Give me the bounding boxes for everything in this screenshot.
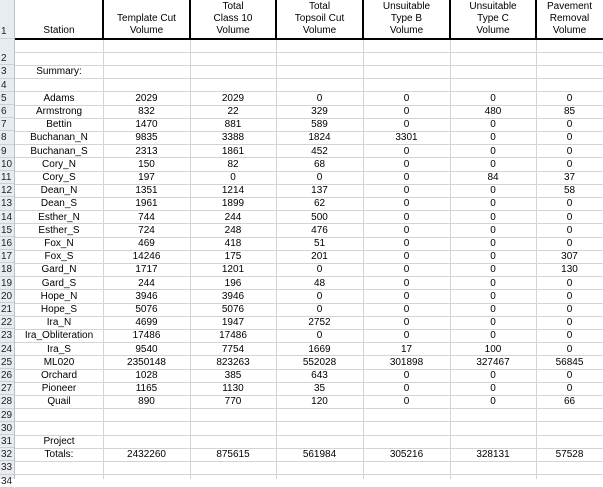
row-number[interactable]: 25 — [1, 356, 13, 368]
row-number[interactable]: 24 — [1, 343, 13, 355]
volume-cell[interactable]: 744 — [138, 211, 155, 223]
station-name-cell[interactable]: Fox_S — [44, 251, 74, 263]
volume-cell[interactable]: 0 — [566, 304, 573, 315]
volume-cell[interactable]: 0 — [403, 251, 410, 263]
column-header-line: Unsuitable — [382, 1, 431, 12]
station-name-cell[interactable]: ML020 — [43, 356, 75, 368]
station-name-cell[interactable]: Ira_S — [47, 343, 71, 355]
volume-cell[interactable]: 244 — [138, 277, 155, 289]
volume-cell[interactable]: 890 — [138, 396, 155, 408]
volume-cell[interactable]: 476 — [311, 224, 328, 236]
volume-cell[interactable]: 0 — [490, 224, 496, 236]
row-number[interactable]: 27 — [1, 383, 13, 395]
row-number[interactable]: 14 — [1, 211, 13, 223]
column-header-line: Volume — [552, 25, 587, 36]
station-name-cell[interactable]: Esther_N — [38, 211, 80, 223]
station-name-cell[interactable]: Adams — [43, 92, 75, 104]
volume-cell[interactable]: 301898 — [389, 356, 424, 368]
volume-cell[interactable]: 5076 — [135, 304, 158, 315]
row-number[interactable]: 15 — [1, 224, 13, 236]
volume-cell[interactable]: 0 — [490, 317, 496, 329]
volume-cell[interactable]: 17486 — [219, 330, 247, 342]
volume-cell[interactable]: 0 — [490, 132, 496, 144]
volume-cell[interactable]: 0 — [566, 92, 573, 104]
summary-label[interactable]: Summary: — [36, 66, 82, 78]
volume-cell[interactable]: 1470 — [135, 119, 158, 131]
row-number[interactable]: 7 — [0, 118, 14, 131]
volume-cell[interactable]: 22 — [227, 106, 239, 117]
volume-cell[interactable]: 0 — [566, 132, 573, 144]
volume-cell[interactable]: 130 — [561, 264, 578, 276]
totals-label[interactable]: Totals: — [44, 449, 74, 461]
volume-cell[interactable]: 4699 — [135, 317, 158, 329]
row-gridline — [15, 78, 603, 79]
volume-cell[interactable]: 307 — [561, 251, 578, 263]
station-name-cell[interactable]: Esther_S — [38, 224, 80, 236]
station-name-cell[interactable]: Pioneer — [41, 383, 77, 395]
volume-cell[interactable]: 452 — [311, 145, 328, 157]
volume-cell[interactable]: 17 — [400, 343, 413, 355]
row-number[interactable]: 2 — [0, 52, 14, 65]
station-name-cell[interactable]: Dean_S — [40, 198, 78, 210]
column-header-line: Type B — [390, 13, 423, 24]
volume-cell[interactable]: 469 — [138, 238, 155, 249]
volume-cell[interactable]: 0 — [490, 370, 496, 381]
volume-cell[interactable]: 480 — [484, 106, 502, 117]
row-number[interactable]: 9 — [0, 145, 14, 158]
row-number[interactable]: 29 — [1, 409, 13, 421]
volume-cell[interactable]: 0 — [403, 383, 410, 395]
total-cell[interactable]: 305216 — [389, 449, 424, 461]
volume-cell[interactable]: 1669 — [308, 343, 331, 355]
volume-cell[interactable]: 68 — [313, 158, 326, 170]
column-header-line: Total — [308, 1, 331, 12]
volume-cell[interactable]: 1028 — [135, 370, 158, 381]
volume-cell[interactable]: 1165 — [135, 383, 158, 395]
volume-cell[interactable]: 248 — [224, 224, 242, 236]
volume-cell[interactable]: 0 — [403, 277, 410, 289]
station-name-cell[interactable]: Hope_N — [40, 290, 78, 302]
column-header-line: Volume — [389, 25, 424, 36]
total-cell[interactable]: 328131 — [476, 449, 510, 461]
column-header-line: Class 10 — [213, 13, 253, 24]
volume-cell[interactable]: 0 — [566, 238, 573, 249]
volume-cell[interactable]: 0 — [490, 396, 496, 408]
total-cell[interactable]: 2432260 — [127, 449, 166, 461]
column-header-line: Volume — [476, 25, 510, 36]
volume-cell[interactable]: 1214 — [221, 185, 245, 197]
volume-cell[interactable]: 0 — [566, 119, 573, 131]
volume-cell[interactable]: 0 — [403, 119, 410, 131]
volume-cell[interactable]: 0 — [316, 304, 323, 315]
volume-cell[interactable]: 0 — [403, 264, 410, 276]
volume-cell[interactable]: 823263 — [216, 356, 250, 368]
volume-cell[interactable]: 58 — [563, 185, 576, 197]
volume-cell[interactable]: 385 — [224, 370, 242, 381]
row-number[interactable]: 30 — [1, 422, 13, 434]
row-number[interactable]: 16 — [1, 238, 13, 249]
row-number[interactable]: 31 — [1, 436, 13, 447]
volume-cell[interactable]: 0 — [403, 185, 410, 197]
volume-cell[interactable]: 150 — [138, 158, 155, 170]
volume-cell[interactable]: 0 — [490, 145, 496, 157]
header-underline — [15, 38, 603, 40]
volume-cell[interactable]: 196 — [224, 277, 242, 289]
total-cell[interactable]: 875615 — [216, 449, 250, 461]
volume-cell[interactable]: 0 — [490, 251, 496, 263]
row-number[interactable]: 22 — [1, 317, 13, 329]
row-number[interactable]: 23 — [1, 330, 13, 342]
volume-cell[interactable]: 0 — [403, 198, 410, 210]
volume-cell[interactable]: 0 — [566, 198, 573, 210]
volume-cell[interactable]: 3946 — [135, 290, 158, 302]
volume-cell[interactable]: 724 — [138, 224, 155, 236]
volume-cell[interactable]: 56845 — [555, 356, 584, 368]
row-number[interactable]: 6 — [0, 105, 14, 118]
volume-cell[interactable]: 0 — [566, 145, 573, 157]
volume-cell[interactable]: 0 — [490, 383, 496, 395]
volume-cell[interactable]: 0 — [490, 304, 496, 315]
volume-cell[interactable]: 14246 — [132, 251, 161, 263]
volume-cell[interactable]: 643 — [311, 370, 328, 381]
row-number[interactable]: 8 — [0, 131, 14, 144]
column-header-line: Unsuitable — [469, 1, 517, 12]
station-name-cell[interactable]: Buchanan_S — [30, 145, 88, 157]
volume-cell[interactable]: 1351 — [135, 185, 158, 197]
volume-cell[interactable]: 0 — [566, 211, 573, 223]
volume-cell[interactable]: 37 — [563, 172, 576, 183]
volume-cell[interactable]: 0 — [403, 290, 410, 302]
volume-cell[interactable]: 0 — [230, 172, 236, 183]
volume-cell[interactable]: 0 — [316, 290, 323, 302]
volume-cell[interactable]: 0 — [490, 211, 496, 223]
column-header-line: Template Cut — [117, 13, 176, 24]
column-header-line: Total — [222, 1, 244, 12]
volume-cell[interactable]: 500 — [311, 211, 328, 223]
volume-cell[interactable]: 552028 — [302, 356, 337, 368]
row-number[interactable]: 3 — [0, 65, 14, 78]
volume-cell[interactable]: 1824 — [308, 132, 331, 144]
volume-cell[interactable]: 0 — [403, 330, 410, 342]
station-name-cell[interactable]: Cory_S — [42, 172, 76, 183]
volume-cell[interactable]: 62 — [313, 198, 326, 210]
row-header-column — [0, 0, 15, 487]
volume-cell[interactable]: 770 — [224, 396, 242, 408]
station-name-cell[interactable]: Armstrong — [35, 106, 83, 117]
volume-cell[interactable]: 327467 — [476, 356, 510, 368]
volume-cell[interactable]: 0 — [403, 396, 410, 408]
station-name-cell[interactable]: Gard_N — [41, 264, 77, 276]
column-header-3[interactable] — [276, 0, 363, 39]
volume-cell[interactable]: 48 — [313, 277, 326, 289]
column-header-4[interactable] — [363, 0, 450, 39]
row-gridline — [15, 474, 603, 475]
volume-cell[interactable]: 0 — [403, 317, 410, 329]
volume-cell[interactable]: 0 — [566, 317, 573, 329]
volume-cell[interactable]: 82 — [227, 158, 239, 170]
column-header-0[interactable] — [15, 0, 103, 39]
volume-cell[interactable]: 0 — [490, 198, 496, 210]
column-header-line: Topsoil Cut — [294, 13, 345, 24]
volume-cell[interactable]: 100 — [484, 343, 502, 355]
row-number[interactable]: 28 — [1, 396, 13, 408]
volume-cell[interactable]: 3388 — [221, 132, 245, 144]
volume-cell[interactable]: 0 — [403, 92, 410, 104]
volume-cell[interactable]: 0 — [316, 330, 323, 342]
volume-cell[interactable]: 0 — [316, 264, 323, 276]
station-name-cell[interactable]: Bettin — [46, 119, 72, 131]
volume-cell[interactable]: 137 — [311, 185, 328, 197]
column-header-line: Type C — [477, 13, 509, 24]
station-name-cell[interactable]: Dean_N — [40, 185, 78, 197]
volume-cell[interactable]: 85 — [563, 106, 576, 117]
volume-cell[interactable]: 51 — [313, 238, 326, 249]
volume-cell[interactable]: 1130 — [222, 383, 244, 395]
column-header-5[interactable] — [450, 0, 536, 39]
volume-cell[interactable]: 9835 — [135, 132, 158, 144]
volume-cell[interactable]: 0 — [566, 343, 573, 355]
volume-cell[interactable]: 2029 — [221, 92, 245, 104]
volume-cell[interactable]: 0 — [403, 106, 410, 117]
column-header-1[interactable] — [103, 0, 190, 39]
row-gridline — [15, 421, 603, 422]
volume-cell[interactable]: 1201 — [221, 264, 245, 276]
row-gridline — [15, 52, 603, 53]
row-number[interactable]: 19 — [1, 277, 13, 289]
total-cell[interactable]: 57528 — [555, 449, 584, 461]
total-cell[interactable]: 561984 — [302, 449, 337, 461]
column-header-2[interactable] — [190, 0, 276, 39]
station-name-cell[interactable]: Fox_N — [44, 238, 74, 249]
row-number[interactable]: 13 — [1, 198, 13, 210]
volume-cell[interactable]: 0 — [490, 264, 496, 276]
volume-cell[interactable]: 0 — [490, 119, 496, 131]
volume-cell[interactable]: 0 — [566, 277, 573, 289]
volume-cell[interactable]: 7754 — [221, 343, 245, 355]
row-number[interactable]: 34 — [1, 475, 13, 487]
volume-cell[interactable]: 0 — [566, 224, 573, 236]
volume-cell[interactable]: 0 — [403, 211, 410, 223]
volume-cell[interactable]: 329 — [311, 106, 328, 117]
volume-cell[interactable]: 2029 — [135, 92, 158, 104]
volume-cell[interactable]: 0 — [566, 370, 573, 381]
column-header-line: Volume — [129, 25, 164, 36]
column-header-6[interactable] — [536, 0, 603, 39]
row-number[interactable]: 33 — [1, 462, 13, 474]
column-header-line: Volume — [216, 25, 250, 36]
volume-cell[interactable]: 3301 — [395, 132, 418, 144]
column-header-line: Removal — [549, 13, 590, 24]
volume-cell[interactable]: 9540 — [135, 343, 158, 355]
row-number[interactable]: 12 — [1, 185, 13, 197]
volume-cell[interactable]: 1861 — [221, 145, 245, 157]
volume-cell[interactable]: 2752 — [308, 317, 331, 329]
station-name-cell[interactable]: Ira_Obliteration — [24, 330, 94, 342]
column-header-line: Station — [43, 25, 75, 36]
volume-cell[interactable]: 0 — [403, 238, 410, 249]
volume-cell[interactable]: 0 — [403, 370, 410, 381]
row-number[interactable]: 20 — [1, 290, 13, 302]
row-number[interactable]: 21 — [1, 304, 13, 315]
volume-cell[interactable]: 197 — [138, 172, 155, 183]
row-number[interactable]: 4 — [0, 79, 14, 92]
volume-cell[interactable]: 0 — [490, 330, 496, 342]
volume-cell[interactable]: 0 — [403, 172, 410, 183]
volume-cell[interactable]: 66 — [563, 396, 576, 408]
station-name-cell[interactable]: Orchard — [40, 370, 78, 381]
volume-cell[interactable]: 881 — [224, 119, 242, 131]
row-gridline — [15, 65, 603, 66]
volume-cell[interactable]: 0 — [490, 92, 496, 104]
row-number[interactable]: 10 — [1, 158, 13, 170]
row-number[interactable]: 26 — [1, 370, 13, 381]
volume-cell[interactable]: 0 — [403, 224, 410, 236]
volume-cell[interactable]: 1899 — [221, 198, 245, 210]
station-name-cell[interactable]: Gard_S — [41, 277, 77, 289]
volume-cell[interactable]: 1947 — [221, 317, 245, 329]
volume-cell[interactable]: 418 — [224, 238, 242, 249]
volume-cell[interactable]: 0 — [316, 172, 323, 183]
volume-cell[interactable]: 0 — [403, 304, 410, 315]
volume-cell[interactable]: 3946 — [221, 290, 245, 302]
row-gridline — [15, 435, 603, 436]
volume-cell[interactable]: 0 — [316, 92, 323, 104]
volume-cell[interactable]: 84 — [487, 172, 499, 183]
volume-cell[interactable]: 0 — [566, 383, 573, 395]
volume-cell[interactable]: 201 — [311, 251, 328, 263]
volume-cell[interactable]: 832 — [138, 106, 155, 117]
volume-cell[interactable]: 2313 — [135, 145, 158, 157]
station-name-cell[interactable]: Buchanan_N — [30, 132, 88, 144]
row-number[interactable]: 5 — [0, 92, 14, 105]
volume-cell[interactable]: 0 — [490, 277, 496, 289]
station-name-cell[interactable]: Hope_S — [40, 304, 78, 315]
volume-cell[interactable]: 0 — [566, 330, 573, 342]
volume-cell[interactable]: 5076 — [221, 304, 245, 315]
column-header-line: Volume — [302, 25, 337, 36]
volume-cell[interactable]: 35 — [313, 383, 326, 395]
row-number[interactable]: 1 — [0, 0, 14, 39]
volume-cell[interactable]: 2350148 — [127, 356, 166, 368]
volume-cell[interactable]: 0 — [566, 158, 573, 170]
volume-cell[interactable]: 0 — [490, 238, 496, 249]
volume-cell[interactable]: 0 — [490, 290, 496, 302]
volume-cell[interactable]: 0 — [566, 290, 573, 302]
project-label[interactable]: Project — [43, 436, 75, 447]
row-number[interactable]: 17 — [1, 251, 13, 263]
volume-cell[interactable]: 244 — [224, 211, 242, 223]
volume-cell[interactable]: 1961 — [135, 198, 158, 210]
volume-cell[interactable]: 120 — [311, 396, 328, 408]
row-number[interactable]: 18 — [1, 264, 13, 276]
station-name-cell[interactable]: Quail — [47, 396, 71, 408]
volume-cell[interactable]: 0 — [403, 158, 410, 170]
row-number[interactable]: 11 — [0, 171, 14, 184]
volume-cell[interactable]: 17486 — [132, 330, 161, 342]
station-name-cell[interactable]: Cory_N — [42, 158, 76, 170]
station-name-cell[interactable]: Ira_N — [46, 317, 72, 329]
volume-cell[interactable]: 0 — [490, 158, 496, 170]
volume-cell[interactable]: 175 — [224, 251, 242, 263]
row-number[interactable]: 32 — [1, 449, 13, 461]
volume-cell[interactable]: 1717 — [135, 264, 158, 276]
volume-cell[interactable]: 0 — [403, 145, 410, 157]
volume-cell[interactable]: 589 — [311, 119, 328, 131]
column-header-line: Pavement — [546, 1, 593, 12]
volume-cell[interactable]: 0 — [490, 185, 496, 197]
